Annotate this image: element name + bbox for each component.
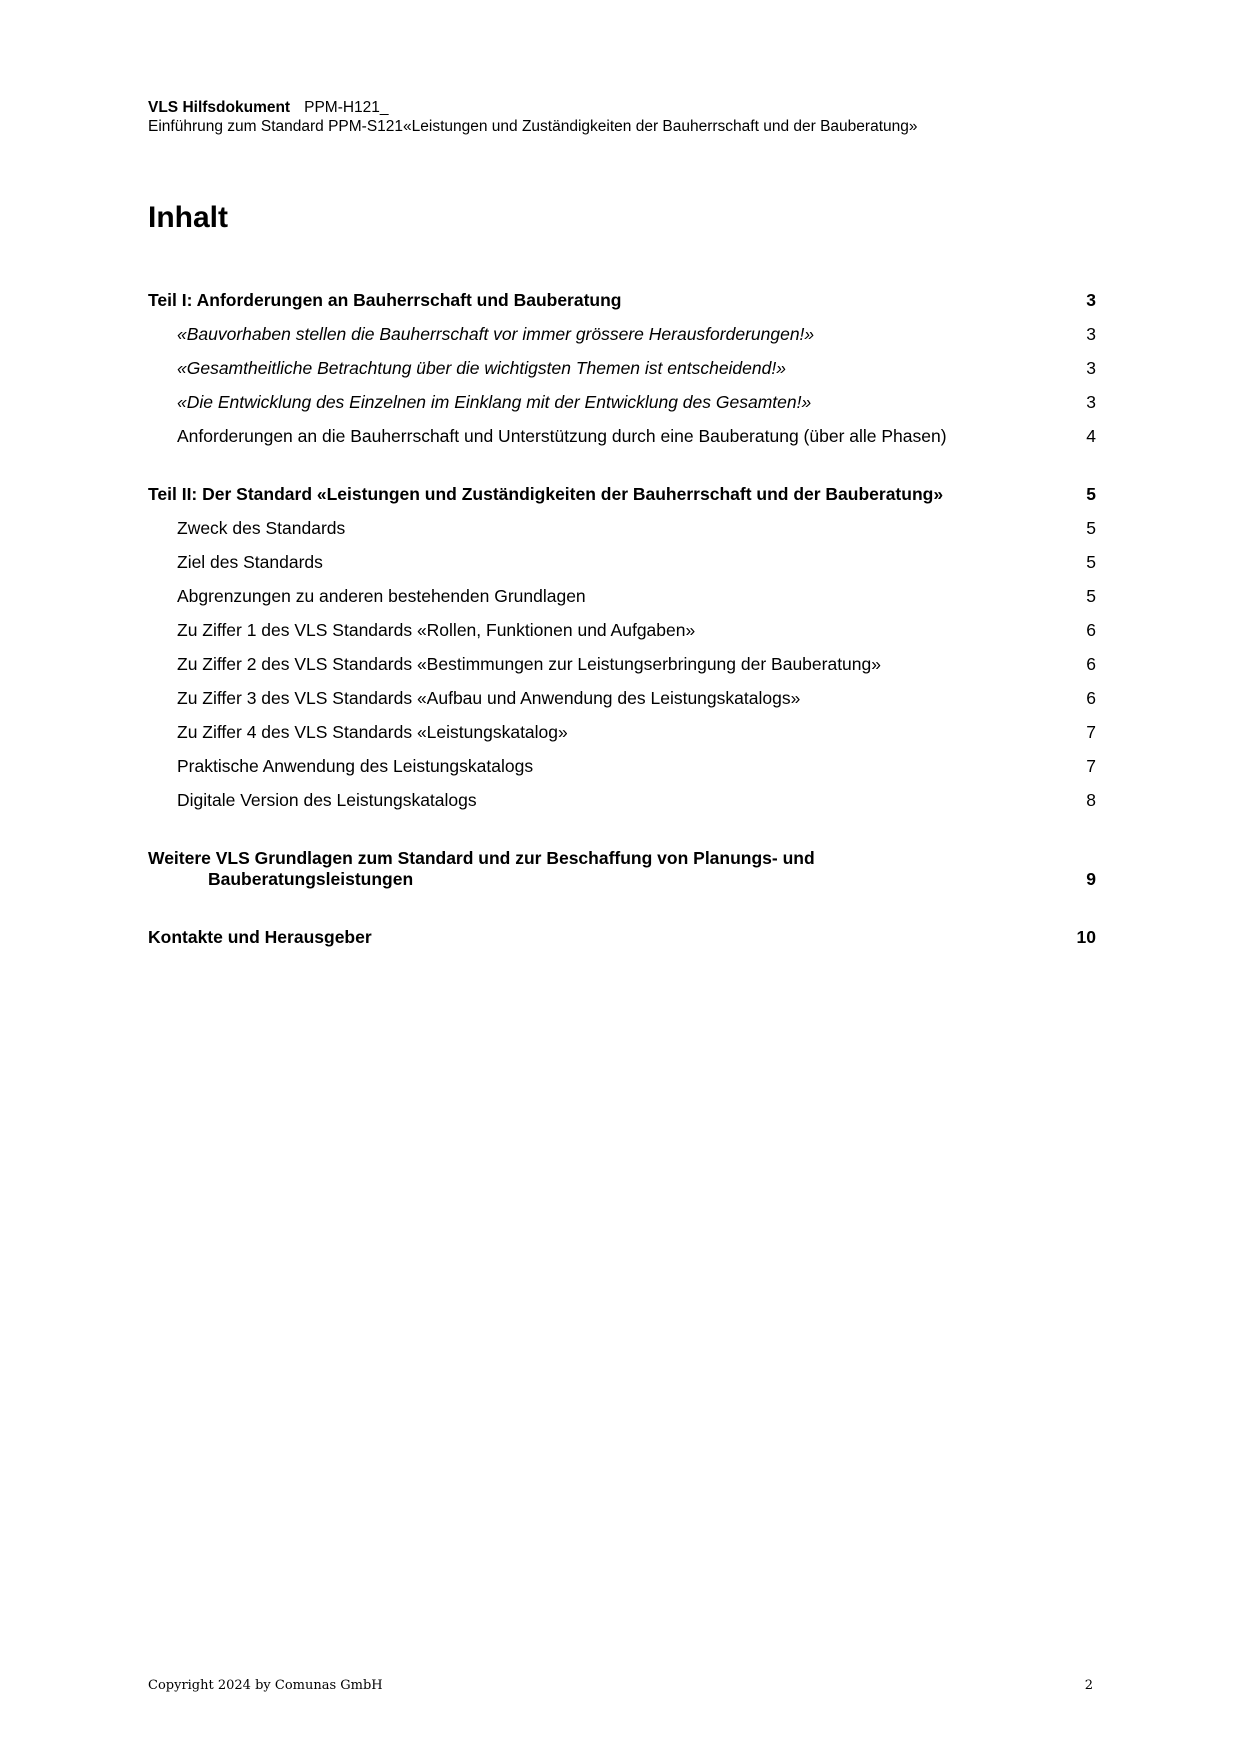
doc-type: VLS Hilfsdokument xyxy=(148,99,291,116)
toc-entry-text: «Die Entwicklung des Einzelnen im Einklang mit der Entwicklung des Gesamten!» xyxy=(177,392,812,412)
toc-entry-text xyxy=(148,848,815,890)
toc-entry-text: «Gesamtheitliche Betrachtung über die wichtigsten Themen ist entscheidend!» xyxy=(177,358,786,378)
toc-page-number: 3 xyxy=(1086,358,1096,378)
toc-entry[interactable] xyxy=(148,586,1096,607)
toc-entry-text: Kontakte und Herausgeber xyxy=(148,927,372,947)
toc-entry[interactable] xyxy=(148,358,1096,379)
toc-entry-text: Zu Ziffer 2 des VLS Standards «Bestimmungen zur Leistungserbringung der Bauberatung» xyxy=(177,654,881,674)
toc-page-number: 9 xyxy=(1086,869,1096,889)
toc-entry[interactable] xyxy=(148,324,1096,345)
toc-entry-weitere-grundlagen[interactable] xyxy=(148,848,1096,890)
toc-entry-text: Zu Ziffer 4 des VLS Standards «Leistungskatalog» xyxy=(177,722,568,742)
toc-entry-text: Teil I: Anforderungen an Bauherrschaft und Bauberatung xyxy=(148,290,622,310)
toc-page-number: 10 xyxy=(1076,927,1096,947)
doc-code: PPM-H121_ xyxy=(304,99,389,116)
toc-entry-teil-1[interactable] xyxy=(148,290,1096,311)
toc-entry-text: Zu Ziffer 3 des VLS Standards «Aufbau und Anwendung des Leistungskatalogs» xyxy=(177,688,801,708)
toc-page-number: 4 xyxy=(1086,426,1096,446)
toc-page-number: 3 xyxy=(1086,324,1096,344)
footer-page-number: 2 xyxy=(1084,1678,1093,1693)
toc-page-number: 8 xyxy=(1086,790,1096,810)
toc-page-number: 5 xyxy=(1086,586,1096,606)
toc-entry[interactable] xyxy=(148,426,1096,447)
toc-section-weitere xyxy=(148,848,1096,890)
toc-section-kontakte xyxy=(148,927,1096,948)
toc-page-number: 5 xyxy=(1086,552,1096,572)
toc-entry[interactable] xyxy=(148,688,1096,709)
toc-page-number: 7 xyxy=(1086,722,1096,742)
toc-entry-text: «Bauvorhaben stellen die Bauherrschaft vor immer grössere Herausforderungen!» xyxy=(177,324,815,344)
toc-page-number: 6 xyxy=(1086,654,1096,674)
toc-entry-text-line-1: Weitere VLS Grundlagen zum Standard und zur Beschaffung von Planungs- und xyxy=(148,848,815,868)
toc-page-number: 6 xyxy=(1086,688,1096,708)
page-title: Inhalt xyxy=(148,201,228,234)
toc-page-number: 5 xyxy=(1086,518,1096,538)
toc-entry[interactable] xyxy=(148,392,1096,413)
toc-entry[interactable] xyxy=(148,620,1096,641)
toc-entry-text: Digitale Version des Leistungskatalogs xyxy=(177,790,477,810)
page-footer xyxy=(148,1678,1093,1693)
toc-entry[interactable] xyxy=(148,654,1096,675)
footer-copyright: Copyright 2024 by Comunas GmbH xyxy=(148,1678,383,1693)
toc-entry[interactable] xyxy=(148,722,1096,743)
toc-page-number: 7 xyxy=(1086,756,1096,776)
toc-entry-kontakte[interactable] xyxy=(148,927,1096,948)
header-subtitle: Einführung zum Standard PPM-S121«Leistungen und Zuständigkeiten der Bauherrschaft und der Bauberatung» xyxy=(148,118,918,135)
toc-section-teil-1 xyxy=(148,290,1096,447)
toc-entry-text-line-2: Bauberatungsleistungen xyxy=(208,869,414,889)
toc-entry-text: Zweck des Standards xyxy=(177,518,346,538)
document-header xyxy=(148,98,917,136)
toc-entry-text: Abgrenzungen zu anderen bestehenden Grundlagen xyxy=(177,586,586,606)
toc-entry-text: Teil II: Der Standard «Leistungen und Zuständigkeiten der Bauherrschaft und der Bauberatung» xyxy=(148,484,944,504)
toc-entry[interactable] xyxy=(148,790,1096,811)
toc-entry[interactable] xyxy=(148,518,1096,539)
toc-entry-text: Zu Ziffer 1 des VLS Standards «Rollen, Funktionen und Aufgaben» xyxy=(177,620,696,640)
toc-entry[interactable] xyxy=(148,552,1096,573)
toc-section-teil-2 xyxy=(148,484,1096,811)
toc-page-number: 3 xyxy=(1086,392,1096,412)
toc-entry[interactable] xyxy=(148,756,1096,777)
toc-page-number: 5 xyxy=(1086,484,1096,504)
header-line-1 xyxy=(148,98,917,117)
toc-entry-text: Ziel des Standards xyxy=(177,552,323,572)
toc-page-number: 3 xyxy=(1086,290,1096,310)
table-of-contents xyxy=(148,290,1096,985)
toc-page-number: 6 xyxy=(1086,620,1096,640)
toc-entry-text: Praktische Anwendung des Leistungskatalogs xyxy=(177,756,534,776)
toc-entry-teil-2[interactable] xyxy=(148,484,1096,505)
toc-entry-text: Anforderungen an die Bauherrschaft und Unterstützung durch eine Bauberatung (über alle Phasen) xyxy=(177,426,947,446)
